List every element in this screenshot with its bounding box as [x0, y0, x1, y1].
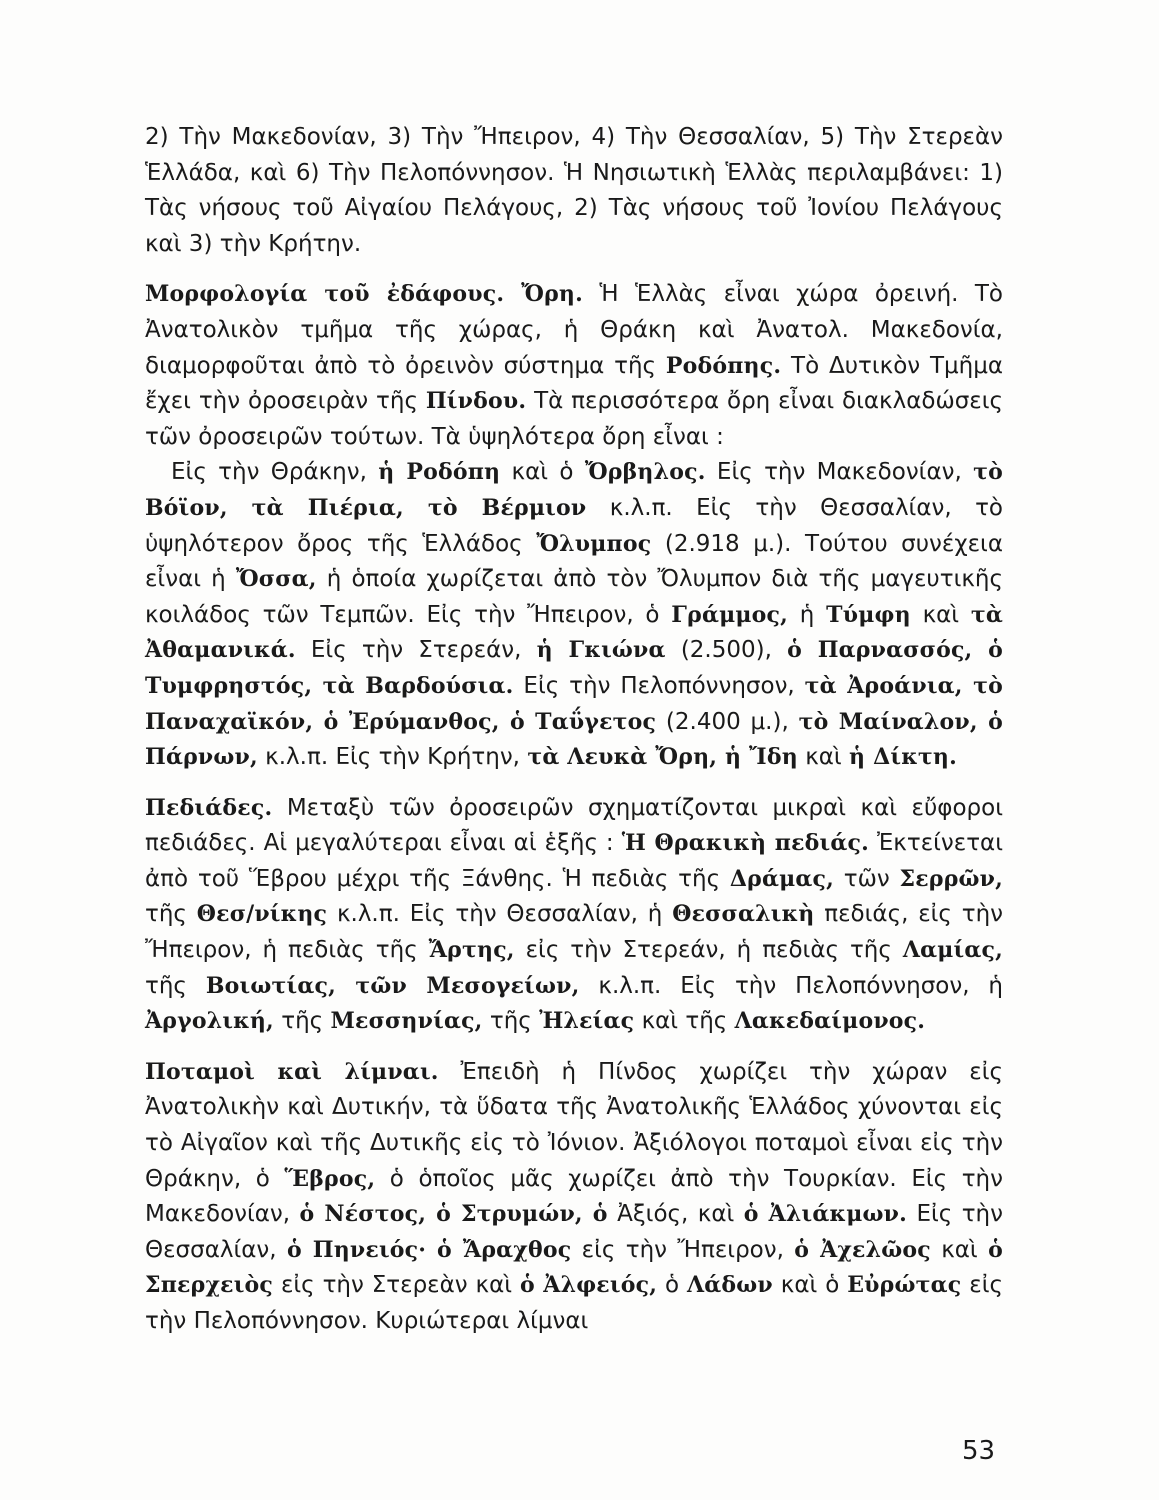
text-run: (2.400 μ.), — [656, 708, 799, 735]
text-run: Τὸ Δυτικὸν Τμῆμα ἔχει τὴν ὀροσειρὰν τῆς — [145, 352, 1003, 415]
text-run: καὶ — [930, 1236, 989, 1263]
bold-term: Ἄρτης, — [428, 937, 515, 964]
text-run: (2.500), — [665, 637, 788, 664]
bold-term: Ροδόπης. — [665, 352, 782, 379]
bold-term: Εὐρώτας — [847, 1272, 962, 1299]
bold-term: Βοιωτίας, τῶν Μεσογείων, — [205, 972, 580, 999]
bold-term: τὰ Ἀθαμανικά. — [145, 601, 1003, 664]
paragraph-plains — [145, 791, 1003, 1040]
page-number: 53 — [962, 1436, 996, 1466]
bold-term: Ἀργολική, — [145, 1008, 274, 1035]
text-run: (2.918 μ.). Τούτου συνέχεια εἶναι ἡ — [145, 530, 1003, 593]
text-run: Ἐκτείνεται ἀπὸ τοῦ Ἕβρου μέχρι τῆς Ξάνθης. Ἡ πεδιὰς τῆς — [145, 830, 1003, 892]
paragraph-regions — [145, 120, 1003, 262]
text-run: Ἡ Ἑλλὰς εἶναι χώρα ὀρεινή. Τὸ Ἀνατολικὸν τμῆμα τῆς χώρας, ἡ Θράκη καὶ Ἀνατολ. Μακεδονία, διαμορφοῦται ἀπὸ τὸ ὀρεινὸν σύστημα τῆς — [145, 281, 1003, 379]
text-run: τῆς — [482, 1008, 540, 1035]
text-run: καὶ — [797, 744, 850, 771]
paragraph-mountains — [145, 455, 1003, 775]
bold-term: ἡ Δίκτη. — [849, 744, 957, 771]
bold-term: ὁ Σπερχειὸς — [145, 1236, 1003, 1299]
text-run: καὶ τῆς — [634, 1008, 735, 1035]
text-run: Ἀξιός, καὶ — [607, 1201, 744, 1228]
text-run: Μεταξὺ τῶν ὀροσειρῶν σχηματίζονται μικραὶ καὶ εὔφοροι πεδιάδες. Αἱ μεγαλύτεραι εἶναι αἱ ἑξῆς : — [145, 794, 1003, 857]
bold-term: Σερρῶν, — [899, 865, 1003, 892]
text-run: εἰς τὴν Πελοπόννησον. Κυριώτεραι λίμναι — [145, 1272, 1003, 1334]
bold-term: Ὄρβηλος. — [584, 459, 706, 486]
bold-term: τὰ Λευκὰ Ὄρη, ἡ Ἴδη — [527, 744, 798, 771]
text-run: Εἰς τὴν Πελοπόννησον, — [513, 672, 805, 699]
text-run: τῆς — [145, 972, 206, 999]
text-run: Εἰς τὴν Θεσσαλίαν, — [145, 1201, 1003, 1263]
bold-term: Λαμίας, — [902, 937, 1003, 964]
bold-term: Γράμμος, — [671, 601, 789, 628]
bold-term: Δράμας, — [729, 865, 835, 892]
bold-term: ὁ Νέστος, ὁ Στρυμών, ὁ — [299, 1201, 608, 1228]
text-run: Εἰς τὴν Θράκην, — [171, 459, 379, 486]
text-run: πεδιάς, εἰς τὴν Ἤπειρον, ἡ πεδιὰς τῆς — [145, 901, 1004, 964]
bold-term: Λάδων — [686, 1272, 773, 1299]
bold-term: Ἠλείας — [539, 1008, 635, 1035]
text-run: ἡ — [788, 601, 827, 628]
bold-term: ὁ Ἀλιάκμων. — [743, 1201, 907, 1228]
bold-term: Μορφολογία τοῦ ἐδάφους. Ὄρη. — [145, 281, 583, 308]
text-run: καὶ ὁ — [772, 1272, 848, 1299]
bold-term: Ἕβρος, — [284, 1165, 376, 1192]
body-text — [145, 120, 1003, 1340]
text-run: εἰς τὴν Στερεὰν καὶ — [273, 1272, 520, 1299]
bold-term: Θεσ/νίκης — [196, 901, 328, 928]
text-run: κ.λ.π. Εἰς τὴν Θεσσαλίαν, τὸ ὑψηλότερον ὄρος τῆς Ἑλλάδος — [145, 494, 1003, 557]
text-run: τῶν — [834, 865, 900, 892]
text-run: καὶ ὁ — [500, 459, 585, 486]
text-run: Τὰ περισσότερα ὄρη εἶναι διακλαδώσεις τῶν ὀροσειρῶν τούτων. Τὰ ὑψηλότερα ὄρη εἶναι : — [145, 388, 1003, 450]
text-run: εἰς τὴν Στερεάν, ἡ πεδιὰς τῆς — [514, 937, 903, 964]
bold-term: τὰ Ἀροάνια, τὸ Παναχαϊκόν, ὁ Ἐρύμανθος, ὁ Ταΰγετος — [145, 672, 1003, 735]
bold-term: Ποταμοὶ καὶ λίμναι. — [145, 1058, 439, 1085]
text-run: ὁ ὁποῖος μᾶς χωρίζει ἀπὸ τὴν Τουρκίαν. Εἰς τὴν Μακεδονίαν, — [145, 1165, 1003, 1228]
text-run: ἡ ὁποία χωρίζεται ἀπὸ τὸν Ὄλυμπον διὰ τῆς μαγευτικῆς κοιλάδος τῶν Τεμπῶν. Εἰς τὴν Ἤπειρον, ὁ — [145, 566, 1003, 628]
bold-term: Μεσσηνίας, — [330, 1008, 483, 1035]
bold-term: Λακεδαίμονος. — [734, 1008, 926, 1035]
paragraph-rivers-lakes — [145, 1055, 1003, 1340]
text-run: Εἰς τὴν Μακεδονίαν, — [705, 459, 974, 486]
bold-term: Ὄλυμπος — [536, 530, 652, 557]
bold-term: ὁ Ἀλφειός, — [519, 1272, 658, 1299]
bold-term: Ἡ Θρακικὴ πεδιάς. — [621, 830, 869, 857]
text-run: κ.λ.π. Εἰς τὴν Πελοπόννησον, ἡ — [579, 972, 1004, 999]
text-run: 2) Τὴν Μακεδονίαν, 3) Τὴν Ἤπειρον, 4) Τὴν Θεσσαλίαν, 5) Τὴν Στερεὰν Ἑλλάδα, καὶ 6) Τὴν Πελοπόννησον. Ἡ Νησιωτικὴ Ἑλλὰς περιλαμβάνει: 1) Τὰς νήσους τοῦ Αἰγαίου Πελάγους, 2) Τὰς νήσους τοῦ Ἰονίου Πελάγους καὶ 3) τὴν Κρήτην. — [145, 124, 1003, 257]
bold-term: τὸ Βόϊον, τὰ Πιέρια, τὸ Βέρμιον — [145, 459, 1003, 521]
text-run: κ.λ.π. Εἰς τὴν Θεσσαλίαν, ἡ — [327, 901, 673, 928]
text-run: καὶ — [910, 601, 971, 628]
bold-term: Πίνδου. — [425, 388, 527, 415]
text-run: κ.λ.π. Εἰς τὴν Κρήτην, — [257, 744, 528, 771]
text-run: Εἰς τὴν Στερεάν, — [295, 637, 537, 664]
bold-term: Τύμφη — [826, 601, 911, 628]
bold-term: ὁ Παρνασσός, ὁ Τυμφρηστός, τὰ Βαρδούσια. — [145, 637, 1003, 699]
bold-term: Θεσσαλικὴ — [672, 901, 815, 928]
text-run: τῆς — [145, 901, 197, 928]
text-run: Ἐπειδὴ ἡ Πίνδος χωρίζει τὴν χώραν εἰς Ἀνατολικὴν καὶ Δυτικήν, τὰ ὕδατα τῆς Ἀνατολικῆς Ἑλλάδος χύνονται εἰς τὸ Αἰγαῖον καὶ τῆς Δυτικῆς εἰς τὸ Ἰόνιον. Ἀξιόλογοι ποταμοὶ εἶναι εἰς τὴν Θράκην, ὁ — [145, 1058, 1003, 1192]
text-run: εἰς τὴν Ἤπειρον, — [571, 1236, 795, 1263]
bold-term: ἡ Γκιώνα — [536, 637, 666, 664]
bold-term: ὁ Ἀχελῶος — [794, 1236, 931, 1263]
paragraph-morphology — [145, 277, 1003, 455]
bold-term: Ὄσσα, — [235, 566, 317, 593]
text-run: τῆς — [273, 1008, 331, 1035]
bold-term: ὁ Πηνειός· ὁ Ἄραχθος — [286, 1236, 572, 1263]
bold-term: ἡ Ροδόπη — [378, 459, 501, 486]
text-run: ὁ — [657, 1272, 687, 1299]
bold-term: τὸ Μαίναλον, ὁ Πάρνων, — [145, 708, 1003, 771]
bold-term: Πεδιάδες. — [145, 794, 273, 821]
